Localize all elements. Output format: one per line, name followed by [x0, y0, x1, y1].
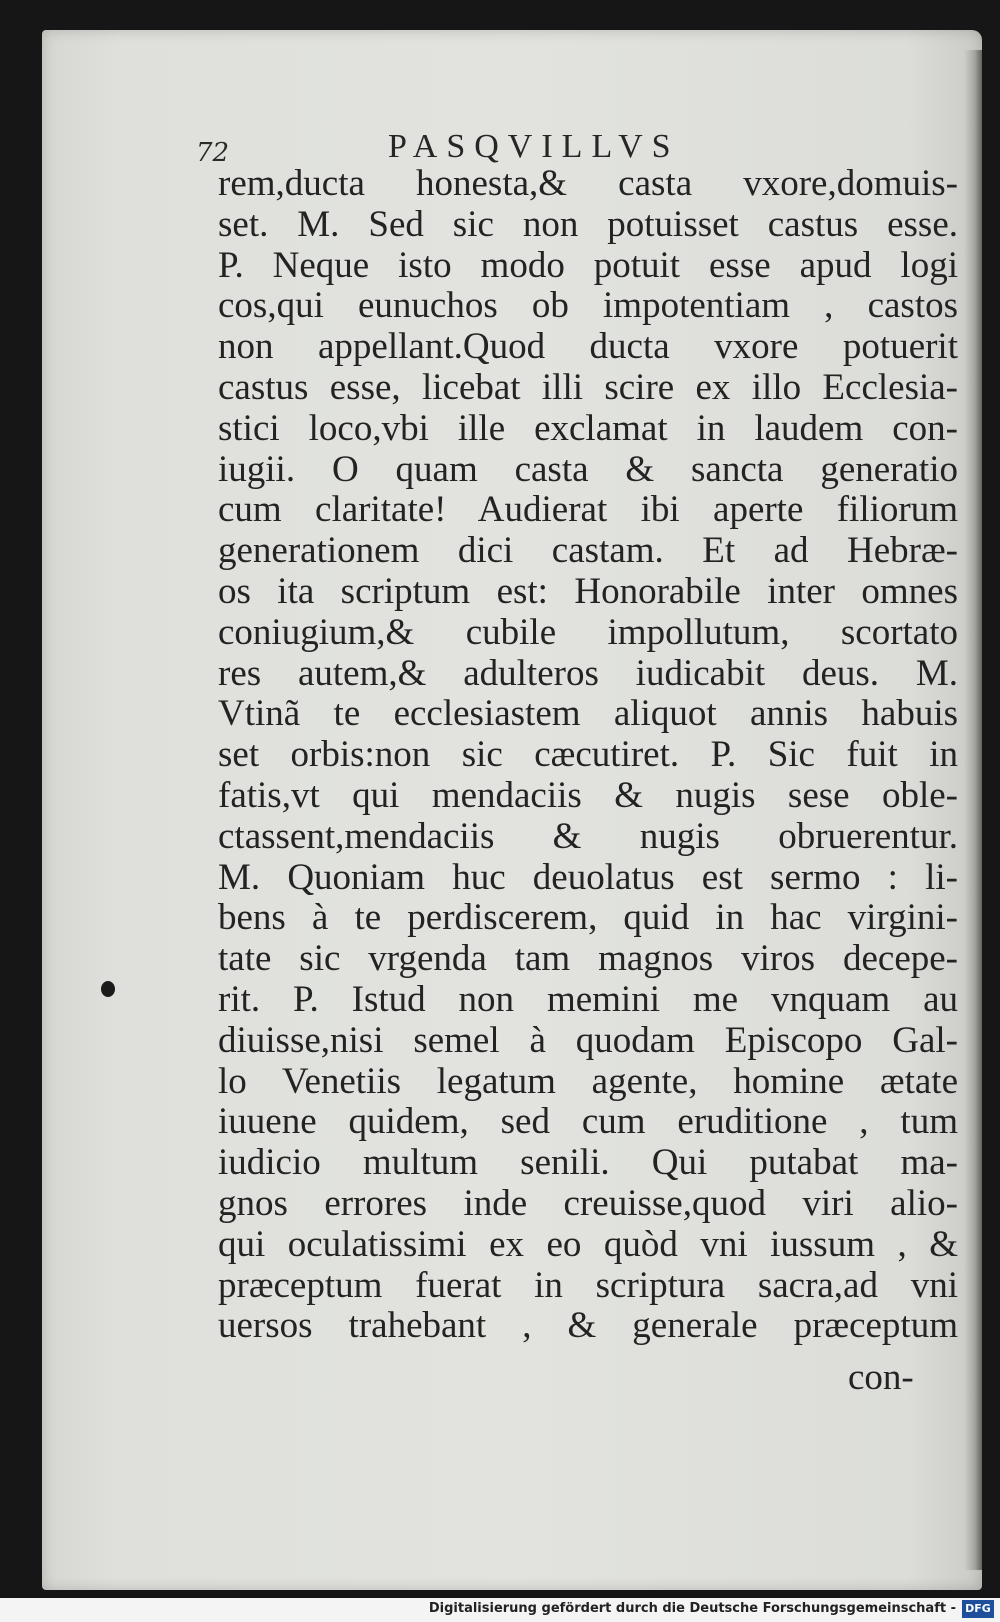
- dfg-logo: DFG: [962, 1600, 994, 1618]
- text-line: res autem,& adulteros iudicabit deus. M.: [218, 652, 958, 694]
- text-line: ctassent,mendaciis & nugis obruerentur.: [218, 815, 958, 857]
- text-line: iudicio multum senili. Qui putabat ma-: [218, 1142, 958, 1184]
- text-line: fatis,vt qui mendaciis & nugis sese oble-: [218, 774, 958, 816]
- text-line: P. Neque isto modo potuit esse apud logi: [218, 244, 958, 286]
- text-line: bens à te perdiscerem, quid in hac virgini-: [218, 897, 958, 939]
- text-line: os ita scriptum est: Honorabile inter omnes: [218, 570, 958, 612]
- text-line: Vtinã te ecclesiastem aliquot annis habuis: [218, 693, 958, 735]
- text-line: qui oculatissimi ex eo quòd vni iussum , &: [218, 1223, 958, 1265]
- text-line: rem,ducta honesta,& casta vxore,domuis-: [218, 163, 958, 204]
- text-line: diuisse,nisi semel à quodam Episcopo Gal-: [218, 1019, 958, 1061]
- text-line: lo Venetiis legatum agente, homine ætate: [218, 1060, 958, 1102]
- text-line: præceptum fuerat in scriptura sacra,ad vni: [218, 1264, 958, 1306]
- text-line: generationem dici castam. Et ad Hebræ-: [218, 530, 958, 572]
- text-line: iuuene quidem, sed cum eruditione , tum: [218, 1101, 958, 1143]
- catchword: con-: [848, 1357, 914, 1398]
- text-line: uersos trahebant , & generale præceptum: [218, 1305, 958, 1347]
- text-line: set orbis:non sic cæcutiret. P. Sic fuit in: [218, 734, 958, 776]
- text-line: coniugium,& cubile impollutum, scortato: [218, 611, 958, 653]
- ink-spot: [101, 981, 115, 997]
- text-line: cum claritate! Audierat ibi aperte filiorum: [218, 489, 958, 531]
- text-line: cos,qui eunuchos ob impotentiam , castos: [218, 285, 958, 327]
- text-line: gnos errores inde creuisse,quod viri alio-: [218, 1182, 958, 1224]
- text-line: rit. P. Istud non memini me vnquam au: [218, 978, 958, 1020]
- running-head: PASQVILLVS: [388, 128, 680, 165]
- body-text: [218, 164, 958, 1347]
- text-line: non appellant.Quod ducta vxore potuerit: [218, 326, 958, 368]
- text-line: stici loco,vbi ille exclamat in laudem con-: [218, 407, 958, 449]
- page-edge-shadow: [964, 50, 982, 1570]
- funding-credit: Digitalisierung gefördert durch die Deutsche Forschungsgemeinschaft -: [428, 1601, 956, 1616]
- text-line: M. Quoniam huc deuolatus est sermo : li-: [218, 856, 958, 898]
- page-number: 72: [196, 138, 230, 168]
- text-line: iugii. O quam casta & sancta generatio: [218, 448, 958, 490]
- text-line: castus esse, licebat illi scire ex illo Ecclesia-: [218, 366, 958, 408]
- text-line: set. M. Sed sic non potuisset castus esse.: [218, 203, 958, 245]
- text-line: tate sic vrgenda tam magnos viros decepe-: [218, 938, 958, 980]
